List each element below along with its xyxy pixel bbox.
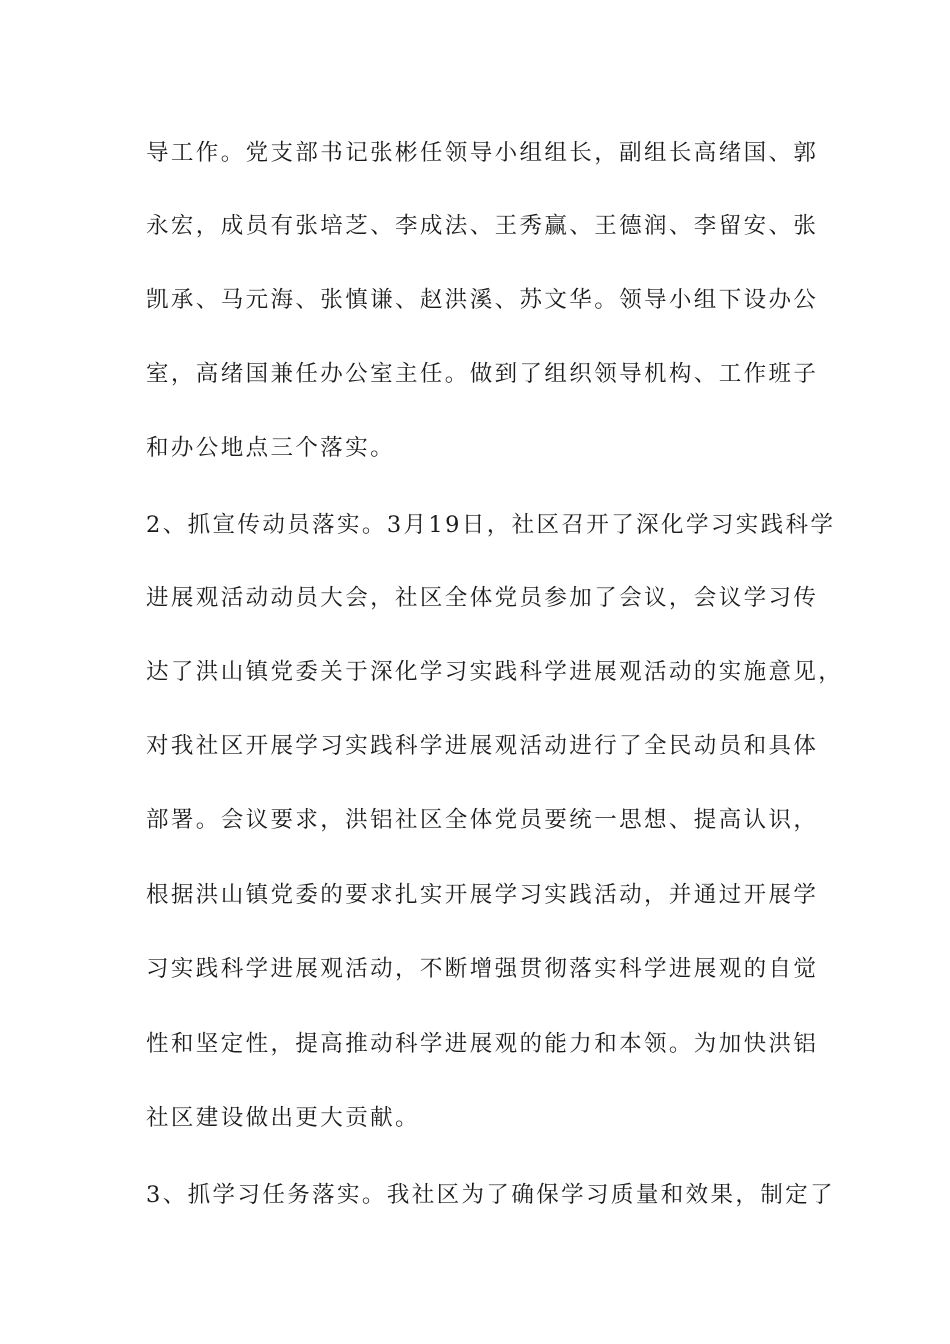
text-line: 社区建设做出更大贡献。 bbox=[146, 1105, 420, 1131]
text-line: 3、抓学习任务落实。我社区为了确保学习质量和效果，制定了 bbox=[146, 1182, 836, 1208]
text-line: 达了洪山镇党委关于深化学习实践科学进展观活动的实施意见， bbox=[146, 659, 844, 685]
text-line: 凯承、马元海、张慎谦、赵洪溪、苏文华。领导小组下设办公 bbox=[146, 287, 819, 313]
text-line: 对我社区开展学习实践科学进展观活动进行了全民动员和具体 bbox=[146, 733, 819, 759]
text-line: 和办公地点三个落实。 bbox=[146, 435, 396, 461]
text-line: 根据洪山镇党委的要求扎实开展学习实践活动，并通过开展学 bbox=[146, 882, 819, 908]
text-line: 习实践科学进展观活动，不断增强贯彻落实科学进展观的自觉 bbox=[146, 956, 819, 982]
text-line: 永宏，成员有张培芝、李成法、王秀赢、王德润、李留安、张 bbox=[146, 213, 819, 239]
text-line: 2、抓宣传动员落实。3月19日，社区召开了深化学习实践科学 bbox=[146, 512, 836, 538]
text-line: 性和坚定性，提高推动科学进展观的能力和本领。为加快洪铝 bbox=[146, 1031, 819, 1057]
text-line: 室，高绪国兼任办公室主任。做到了组织领导机构、工作班子 bbox=[146, 361, 819, 387]
text-line: 导工作。党支部书记张彬任领导小组组长，副组长高绪国、郭 bbox=[146, 140, 819, 166]
text-line: 进展观活动动员大会，社区全体党员参加了会议，会议学习传 bbox=[146, 585, 819, 611]
text-line: 部署。会议要求，洪铝社区全体党员要统一思想、提高认识， bbox=[146, 807, 819, 833]
